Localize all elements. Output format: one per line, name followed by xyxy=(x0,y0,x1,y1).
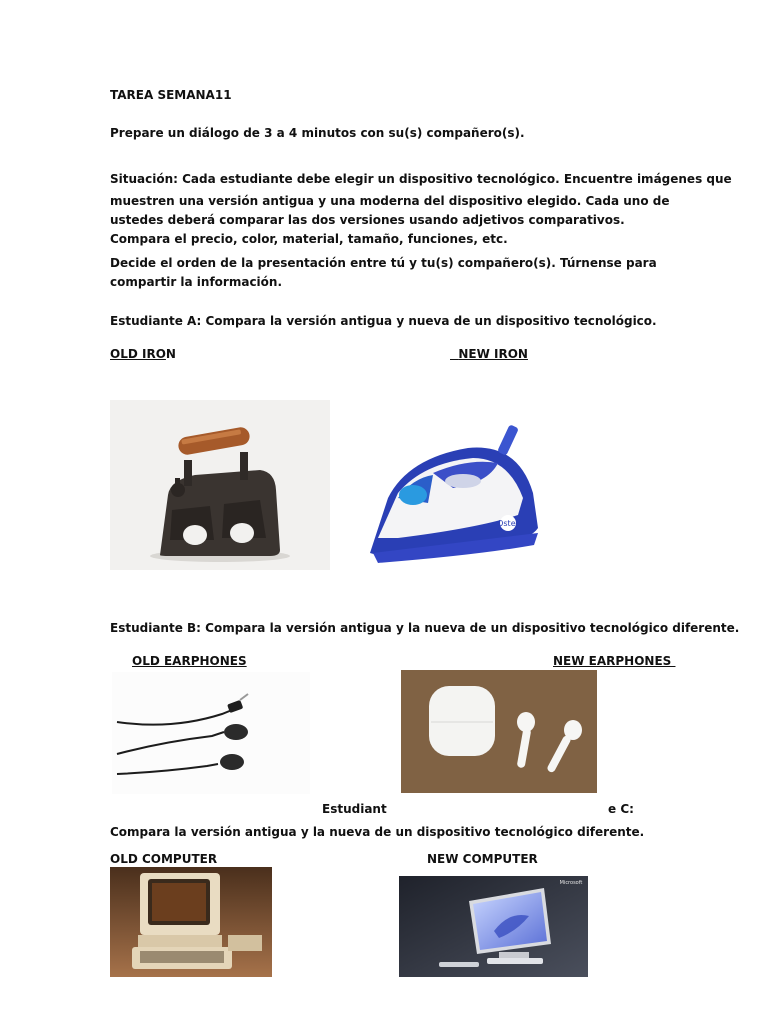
old-iron-label-tail: N xyxy=(165,347,176,361)
new-iron-image xyxy=(358,403,548,583)
old-iron-label-underlined: OLD IRO xyxy=(110,347,166,361)
estudiante-c-left-text: Estudiant xyxy=(322,802,387,816)
doc-title: TAREA SEMANA11 xyxy=(110,88,232,102)
instruction-prepare-text: Prepare un diálogo de 3 a 4 minutos con su(s) compañero(s). xyxy=(110,126,525,140)
new-earphones-image xyxy=(401,670,597,793)
estudiante-a-text: Estudiante A: Compara la versión antigua y nueva de un dispositivo tecnológico. xyxy=(110,314,657,328)
instruction-prepare xyxy=(110,124,525,142)
estudiante-b-text: Estudiante B: Compara la versión antigua y la nueva de un dispositivo tecnológico diferente. xyxy=(110,621,740,635)
decide-paragraph: Decide el orden de la presentación entre tú y tu(s) compañero(s). Túrnense para compartir la información. xyxy=(110,256,657,289)
iron-brand-logo: Oster xyxy=(497,519,519,528)
situacion-first-line xyxy=(110,170,732,188)
estudiante-c-right: e C: xyxy=(608,802,634,816)
old-iron-label xyxy=(110,345,176,363)
estudiante-c-line: Compara la versión antigua y la nueva de un dispositivo tecnológico diferente. xyxy=(110,825,645,839)
old-computer-image xyxy=(110,867,272,977)
old-earphones-image xyxy=(112,672,310,794)
old-iron-image xyxy=(110,400,330,570)
old-earphones-label: OLD EARPHONES xyxy=(132,654,247,668)
new-computer-label: NEW COMPUTER xyxy=(427,852,538,866)
old-computer-label: OLD COMPUTER xyxy=(110,852,218,866)
new-computer-image xyxy=(399,876,588,977)
estudiante-c-left xyxy=(322,800,387,818)
new-iron-label-text: NEW IRON xyxy=(458,347,528,361)
new-earphones-label: NEW EARPHONES xyxy=(553,654,676,668)
estudiante-a-line xyxy=(110,312,657,330)
estudiante-b-line xyxy=(110,619,739,637)
situacion-first-line-text: Situación: Cada estudiante debe elegir un dispositivo tecnológico. Encuentre imágenes que xyxy=(110,172,732,186)
new-iron-label xyxy=(450,345,528,363)
surface-brand-text: Microsoft xyxy=(559,880,583,886)
situacion-paragraph: muestren una versión antigua y una moderna del dispositivo elegido. Cada uno de ustedes deberá comparar las dos versiones usando adjetivos comparativos. Compara el precio, color, material, tamaño, funciones, etc. xyxy=(110,194,670,246)
